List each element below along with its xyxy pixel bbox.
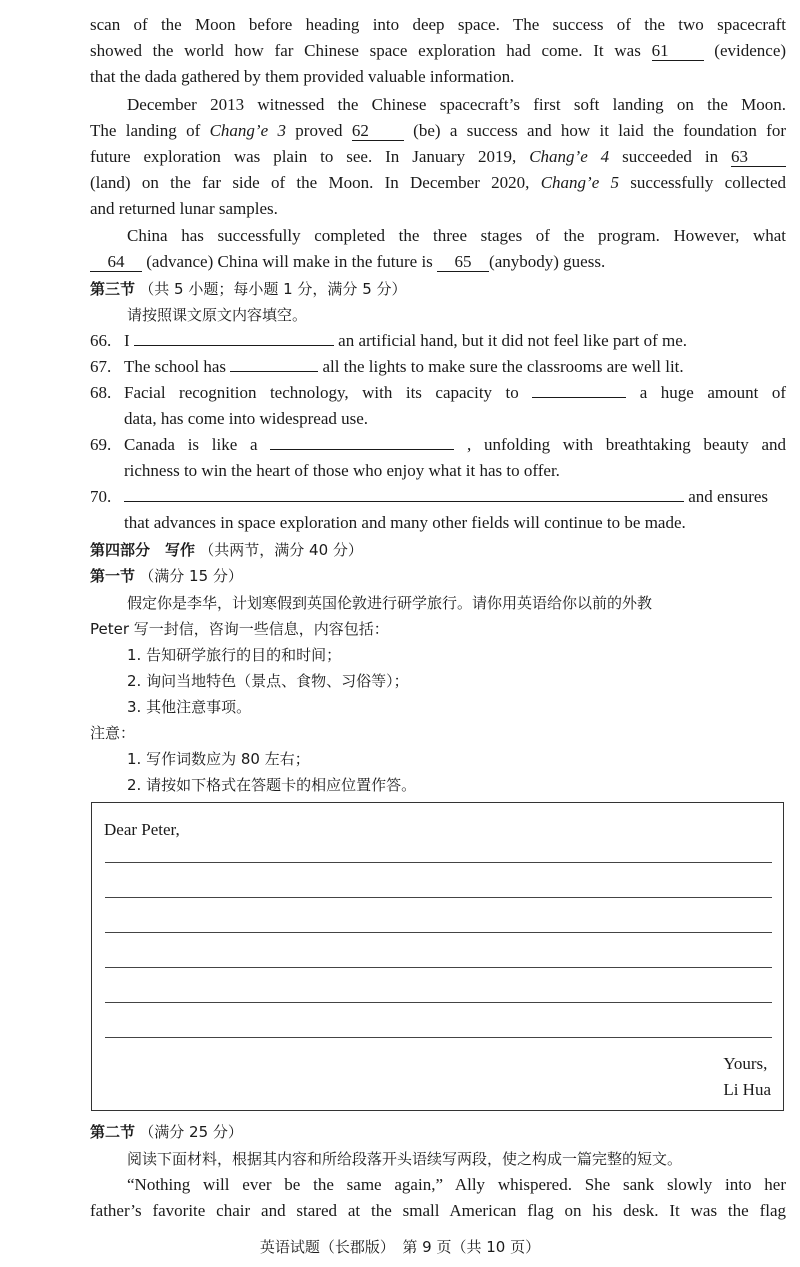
passage-line: [127, 225, 786, 247]
note-item: 1. 写作词数应为 80 左右；: [127, 750, 310, 768]
blank-63[interactable]: 63: [731, 148, 786, 167]
part-meta: （共两节，满分 40 分）: [199, 541, 363, 559]
closing-text: Yours,: [723, 1054, 768, 1073]
blank-64[interactable]: 64: [90, 253, 142, 272]
section-meta: （满分 25 分）: [139, 1123, 243, 1141]
question-66: [90, 330, 786, 352]
answer-blank-66[interactable]: [134, 345, 334, 346]
question-number: 66.: [90, 331, 112, 350]
passage-text: (anybody) guess.: [489, 252, 606, 271]
prompt-item: 2. 询问当地特色（景点、食物、习俗等）；: [127, 672, 409, 690]
story-line: [90, 1200, 786, 1222]
passage-line: [90, 120, 786, 142]
passage-text: December 2013 witnessed the Chinese spacecraft’s first soft landing on the Moon.: [127, 95, 786, 114]
writing-line: [105, 1037, 772, 1038]
part-title: 第四部分 写作: [90, 541, 196, 559]
story-line: [127, 1174, 786, 1196]
passage-line: [90, 40, 786, 62]
question-number: 68.: [90, 383, 112, 402]
section-meta: （满分 15 分）: [139, 567, 243, 585]
prompt-item: 1. 告知研学旅行的目的和时间；: [127, 646, 342, 664]
section-title: 第三节: [90, 280, 136, 298]
answer-blank-68[interactable]: [532, 397, 626, 398]
passage-line: [90, 146, 786, 168]
blank-65[interactable]: 65: [437, 253, 489, 272]
spacecraft-name: Chang’e 5: [540, 173, 620, 192]
spacecraft-name: Chang’e 4: [529, 147, 610, 166]
passage-text: (advance) China will make in the future is: [146, 252, 433, 271]
question-number: 69.: [90, 435, 112, 454]
writing-line: [105, 932, 772, 933]
writing-line: [105, 897, 772, 898]
story-text: father’s favorite chair and stared at the small American flag on his desk. It was the flag: [90, 1201, 786, 1220]
passage-text: scan of the Moon before heading into deep space. The success of the two spacecraft: [90, 15, 786, 34]
letter-greeting: Dear Peter,: [104, 820, 180, 839]
letter-closing: [723, 1053, 771, 1101]
question-number: 67.: [90, 357, 112, 376]
passage-text: successfully collected: [630, 173, 787, 192]
question-text: Canada is like a: [124, 435, 258, 454]
section-meta: （共 5 小题；每小题 1 分，满分 5 分）: [139, 280, 407, 298]
question-text: The school has: [124, 357, 226, 376]
prompt-line: 假定你是李华，计划寒假到英国伦敦进行研学旅行。请你用英语给你以前的外教: [127, 594, 653, 612]
section-heading: [90, 278, 786, 300]
passage-line: [90, 14, 786, 36]
question-69-cont: richness to win the heart of those who enjoy what it has to offer.: [124, 461, 560, 480]
question-68: [90, 382, 786, 404]
question-text: and ensures: [688, 487, 769, 506]
question-text: , unfolding with breathtaking beauty and: [467, 435, 787, 454]
blank-61[interactable]: 61: [652, 42, 704, 61]
passage-line: [90, 251, 786, 273]
instruction: 阅读下面材料，根据其内容和所给段落开头语续写两段，使之构成一篇完整的短文。: [127, 1150, 683, 1168]
passage-text: showed the world how far Chinese space exploration had come. It was: [90, 41, 641, 60]
passage-text: China has successfully completed the three stages of the program. However, what: [127, 226, 786, 245]
spacecraft-name: Chang’e 3: [209, 121, 286, 140]
passage-line: [90, 66, 786, 88]
question-text: Facial recognition technology, with its capacity to: [124, 383, 519, 402]
answer-blank-70[interactable]: [124, 501, 684, 502]
passage-text: The landing of Chang’e 3 proved: [90, 121, 343, 140]
signature-text: Li Hua: [723, 1080, 771, 1099]
answer-blank-69[interactable]: [270, 449, 454, 450]
passage-text: future exploration was plain to see. In January 2019,: [90, 147, 517, 166]
question-text: all the lights to make sure the classrooms are well lit.: [322, 357, 684, 376]
passage-text: that the dada gathered by them provided valuable information.: [90, 67, 515, 86]
question-70: [90, 486, 786, 508]
passage-text: (evidence): [714, 41, 787, 60]
passage-line: [127, 94, 786, 116]
writing-line: [105, 862, 772, 863]
question-text: a huge amount of: [639, 383, 787, 402]
question-text: an artificial hand, but it did not feel like part of me.: [338, 331, 688, 350]
section-heading: [90, 565, 786, 587]
section-title: 第二节: [90, 1123, 136, 1141]
writing-line: [105, 967, 772, 968]
answer-blank-67[interactable]: [230, 371, 318, 372]
passage-line: [90, 198, 786, 220]
blank-62[interactable]: 62: [352, 122, 404, 141]
question-68-cont: data, has come into widespread use.: [124, 409, 369, 428]
question-67: [90, 356, 786, 378]
passage-line: [90, 172, 786, 194]
section-heading: [90, 1121, 786, 1143]
prompt-line: Peter 写一封信，咨询一些信息，内容包括：: [90, 620, 389, 638]
passage-text: and returned lunar samples.: [90, 199, 278, 218]
passage-text: (land) on the far side of the Moon. In December 2020,: [90, 173, 530, 192]
note-title: 注意：: [90, 724, 136, 742]
question-69: [90, 434, 786, 456]
instruction: 请按照课文原文内容填空。: [127, 306, 308, 324]
letter-answer-box[interactable]: [91, 802, 784, 1111]
writing-line: [105, 1002, 772, 1003]
note-item: 2. 请按如下格式在答题卡的相应位置作答。: [127, 776, 417, 794]
question-text: I: [124, 331, 130, 350]
prompt-item: 3. 其他注意事项。: [127, 698, 252, 716]
question-number: 70.: [90, 487, 112, 506]
passage-text: succeeded in: [622, 147, 719, 166]
question-70-cont: that advances in space exploration and many other fields will continue to be made.: [124, 513, 686, 532]
story-text: “Nothing will ever be the same again,” Ally whispered. She sank slowly into her: [127, 1175, 786, 1194]
page-footer: 英语试题（长郡版） 第 9 页（共 10 页）: [259, 1238, 541, 1256]
passage-text: (be) a success and how it laid the foundation for: [413, 121, 787, 140]
part-heading: [90, 539, 786, 561]
section-title: 第一节: [90, 567, 136, 585]
